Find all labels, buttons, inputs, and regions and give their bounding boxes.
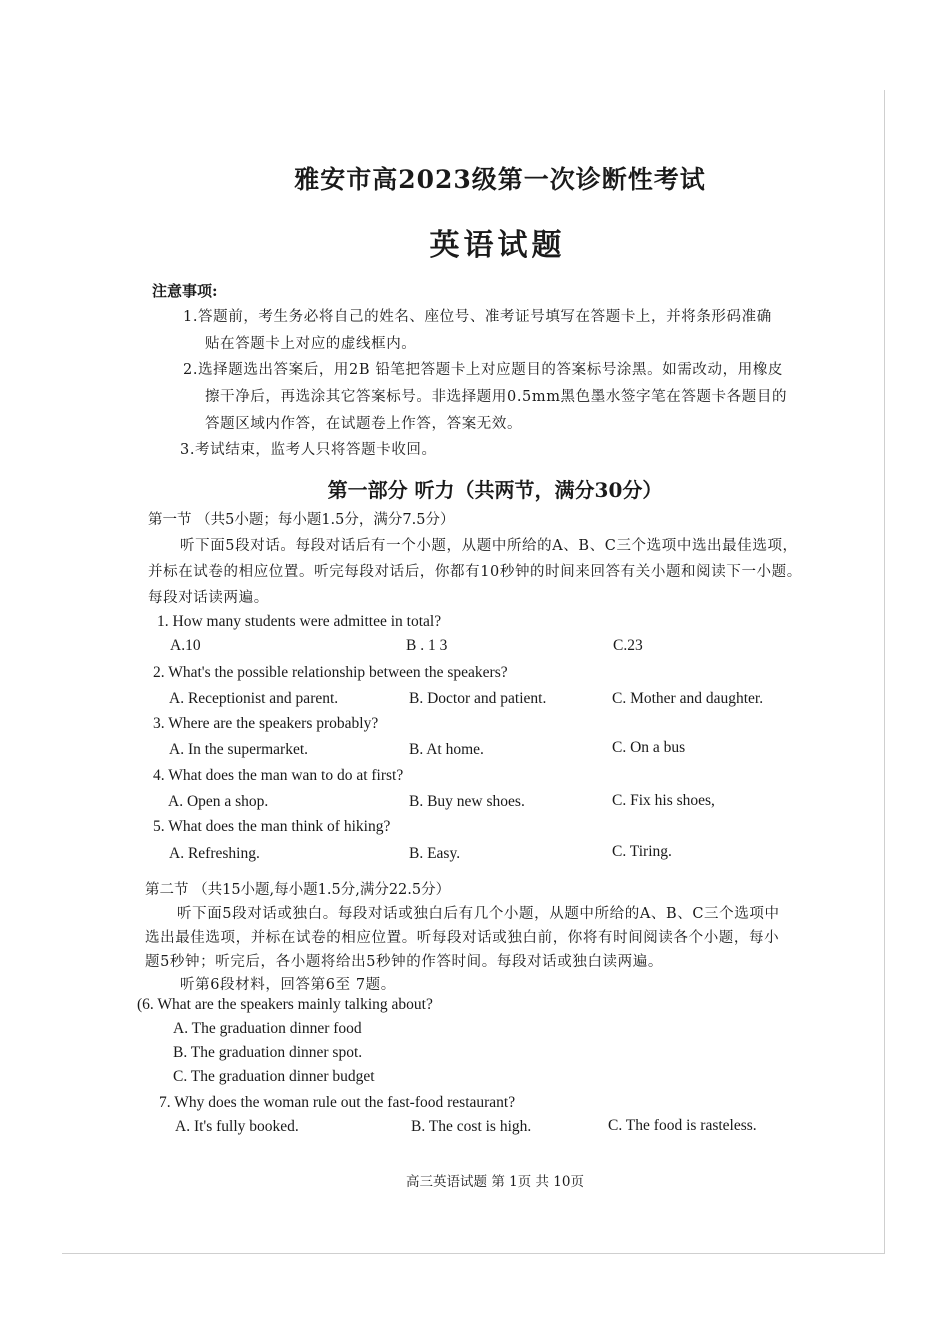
- q6-option-a: A. The graduation dinner food: [173, 1020, 362, 1037]
- question-3: 3. Where are the speakers probably?: [153, 715, 379, 732]
- section1-instruction: 每段对话读两遍。: [148, 590, 269, 606]
- q5-option-c: C. Tiring.: [612, 843, 672, 860]
- q1-option-b: B . 1 3: [406, 637, 448, 654]
- q1-option-a: A.10: [170, 637, 201, 654]
- section2-instruction: 题5秒钟；听完后，各小题将给出5秒钟的作答时间。每段对话或独白读两遍。: [145, 954, 663, 970]
- q3-option-c: C. On a bus: [612, 739, 686, 756]
- page-edge-right: [884, 90, 885, 1254]
- q7-option-b: B. The cost is high.: [411, 1118, 532, 1135]
- notice-line: 贴在答题卡上对应的虚线框内。: [205, 336, 417, 352]
- q2-option-a: A. Receptionist and parent.: [169, 690, 339, 707]
- notice-heading: 注意事项:: [152, 282, 218, 300]
- section2-instruction: 听下面5段对话或独白。每段对话或独白后有几个小题，从题中所给的A、B、C三个选项中: [177, 906, 780, 922]
- section1-heading: 第一节 （共5小题；每小题1.5分，满分7.5分）: [148, 512, 455, 528]
- page-edge-bottom: [62, 1253, 885, 1254]
- section1-instruction: 并标在试卷的相应位置。听完每段对话后，你都有10秒钟的时间来回答有关小题和阅读下一小题。: [148, 564, 802, 580]
- exam-title: 雅安市高2023级第一次诊断性考试: [294, 165, 706, 194]
- q3-option-b: B. At home.: [409, 741, 484, 758]
- q4-option-a: A. Open a shop.: [168, 793, 269, 810]
- part1-heading: 第一部分 听力（共两节，满分30分）: [327, 478, 663, 502]
- q5-option-a: A. Refreshing.: [169, 845, 260, 862]
- notice-line: 1.答题前，考生务必将自己的姓名、座位号、准考证号填写在答题卡上，并将条形码准确: [183, 309, 772, 325]
- question-7: 7. Why does the woman rule out the fast-food restaurant?: [159, 1094, 516, 1111]
- question-6: (6. What are the speakers mainly talking about?: [137, 996, 433, 1013]
- q1-option-c: C.23: [613, 637, 643, 654]
- q3-option-a: A. In the supermarket.: [169, 741, 309, 758]
- notice-line: 答题区域内作答，在试题卷上作答，答案无效。: [205, 416, 523, 432]
- q4-option-c: C. Fix his shoes,: [612, 792, 715, 809]
- q5-option-b: B. Easy.: [409, 845, 461, 862]
- question-2: 2. What's the possible relationship between the speakers?: [153, 664, 508, 681]
- q2-option-c: C. Mother and daughter.: [612, 690, 764, 707]
- q2-option-b: B. Doctor and patient.: [409, 690, 547, 707]
- section2-instruction: 选出最佳选项，并标在试卷的相应位置。听每段对话或独白前，你将有时间阅读各个小题，每小: [145, 930, 780, 946]
- question-5: 5. What does the man think of hiking?: [153, 818, 391, 835]
- material-note: 听第6段材料，回答第6至 7题。: [180, 977, 396, 993]
- notice-line: 2.选择题选出答案后，用2B 铅笔把答题卡上对应题目的答案标号涂黑。如需改动，用橡皮: [183, 362, 784, 378]
- q6-option-b: B. The graduation dinner spot.: [173, 1044, 363, 1061]
- question-1: 1. How many students were admittee in total?: [157, 613, 442, 630]
- q6-option-c: C. The graduation dinner budget: [173, 1068, 375, 1085]
- q7-option-a: A. It's fully booked.: [175, 1118, 299, 1135]
- page-footer: 高三英语试题 第 1页 共 10页: [406, 1174, 584, 1190]
- section2-heading: 第二节 （共15小题,每小题1.5分,满分22.5分）: [145, 882, 451, 898]
- q4-option-b: B. Buy new shoes.: [409, 793, 525, 810]
- notice-line: 3.考试结束，监考人只将答题卡收回。: [180, 442, 437, 458]
- section1-instruction: 听下面5段对话。每段对话后有一个小题，从题中所给的A、B、C三个选项中选出最佳选项，: [180, 538, 798, 554]
- notice-line: 擦干净后，再选涂其它答案标号。非选择题用0.5mm黑色墨水签字笔在答题卡各题目的: [205, 389, 788, 405]
- question-4: 4. What does the man wan to do at first?: [153, 767, 404, 784]
- q7-option-c: C. The food is rasteless.: [608, 1117, 757, 1134]
- subject-title: 英语试题: [429, 228, 566, 263]
